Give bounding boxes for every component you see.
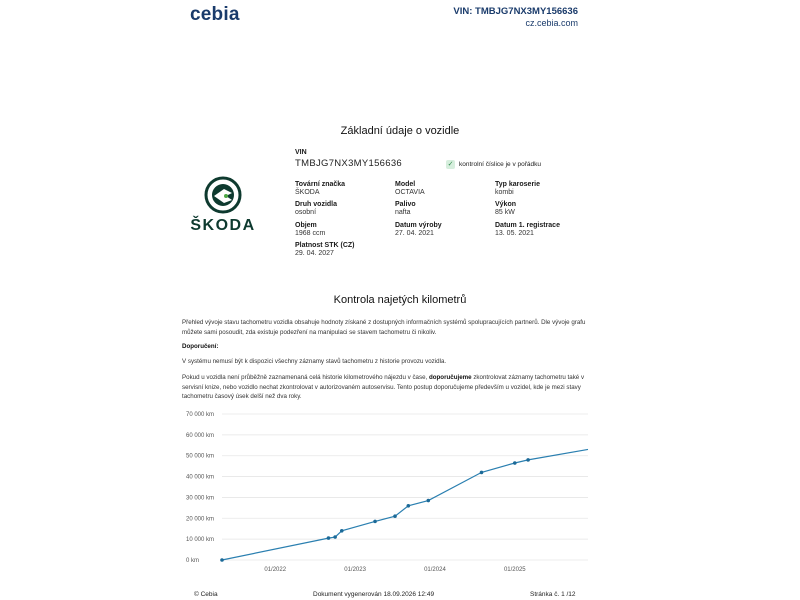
field-label: Platnost STK (CZ) xyxy=(295,242,355,249)
mileage-point xyxy=(340,529,344,533)
mileage-intro-text: Přehled vývoje stavu tachometru vozidla obsahuje hodnoty získané z dostupných informačních systémů spolupracujících partnerů. Dle vývoje grafu můžete sami posoudit, zda existuje podezření na manipulaci se stavem tachometru či nikoliv. xyxy=(182,319,586,336)
field-label: Objem xyxy=(295,222,317,229)
field-value: 85 kW xyxy=(495,209,515,216)
y-tick-label: 0 km xyxy=(186,558,200,564)
y-tick-label: 60 000 km xyxy=(186,432,215,439)
field-value: osobní xyxy=(295,209,317,216)
field-label: Datum výroby xyxy=(395,222,442,229)
y-tick-label: 40 000 km xyxy=(186,474,215,481)
brand-name: ŠKODA xyxy=(190,217,256,234)
field-value: ŠKODA xyxy=(295,189,320,196)
header-site-link[interactable]: cz.cebia.com xyxy=(525,18,578,28)
recommendation-label xyxy=(182,342,592,352)
checkmark-icon: ✓ xyxy=(447,161,454,168)
y-tick-label: 20 000 km xyxy=(186,516,215,523)
field-label: Tovární značka xyxy=(295,181,346,188)
field-value: OCTAVIA xyxy=(395,189,425,196)
vin-check xyxy=(446,160,541,169)
field-power xyxy=(495,201,516,216)
field-value: kombi xyxy=(495,189,514,196)
mileage-line xyxy=(222,449,588,560)
field-body-type xyxy=(495,181,540,196)
header-info xyxy=(453,6,578,28)
x-tick-label: 01/2024 xyxy=(424,567,446,573)
x-tick-label: 01/2025 xyxy=(503,567,526,573)
y-tick-label: 50 000 km xyxy=(186,453,215,460)
field-model xyxy=(395,181,425,196)
field-value: 27. 04. 2021 xyxy=(395,230,434,237)
field-value: 29. 04. 2027 xyxy=(295,250,334,257)
field-vehicle-kind xyxy=(295,201,337,216)
advice-text-emphasis: doporučujeme xyxy=(428,374,472,381)
vehicle-section-title: Základní údaje o vozidle xyxy=(340,125,460,137)
mileage-point xyxy=(373,520,377,524)
field-first-registration xyxy=(495,222,560,237)
x-tick-label: 01/2023 xyxy=(344,567,366,573)
mileage-point xyxy=(526,458,530,462)
cebia-logo: cebia xyxy=(190,4,240,25)
field-label: Druh vozidla xyxy=(295,201,338,208)
field-displacement xyxy=(295,222,325,237)
field-label: Palivo xyxy=(395,201,416,208)
field-label: Výkon xyxy=(495,201,517,208)
y-tick-label: 30 000 km xyxy=(186,495,215,502)
field-label: Datum 1. registrace xyxy=(495,222,560,229)
field-fuel xyxy=(395,201,416,216)
mileage-point xyxy=(220,558,224,562)
mileage-point xyxy=(513,461,517,465)
y-tick-label: 70 000 km xyxy=(186,412,215,418)
footer-page-number: Stránka č. 1 /12 xyxy=(530,591,576,598)
brand-logo xyxy=(180,176,266,235)
mileage-point xyxy=(407,504,411,508)
mileage-chart xyxy=(180,405,592,575)
mileage-advice-text xyxy=(182,373,592,402)
field-make xyxy=(295,181,345,196)
field-value: nafta xyxy=(395,209,411,216)
skoda-emblem-icon xyxy=(204,176,242,214)
footer-generated: Dokument vygenerován 18.09.2026 12:49 xyxy=(313,591,435,598)
recommendation-text: V systému nemusí být k dispozici všechny záznamy stavů tachometru z historie provozu vozidla. xyxy=(182,358,447,365)
mileage-point xyxy=(480,471,484,475)
vin-value: TMBJG7NX3MY156636 xyxy=(295,158,403,169)
advice-text-start: Pokud u vozidla není průběžně zaznamenaná celá historie kilometrového nájezdu v čase, xyxy=(182,374,429,381)
field-value: 13. 05. 2021 xyxy=(495,230,534,237)
field-stk-validity xyxy=(295,242,355,257)
field-production-date xyxy=(395,222,442,237)
mileage-section-title: Kontrola najetých kilometrů xyxy=(333,294,467,306)
field-value: 1968 ccm xyxy=(295,230,326,237)
recommendation-heading: Doporučení: xyxy=(182,343,219,350)
footer-copyright: © Cebia xyxy=(194,591,218,598)
field-label: Typ karoserie xyxy=(495,181,541,188)
vin-check-text: kontrolní číslice je v pořádku xyxy=(459,161,542,168)
header-vin: VIN: TMBJG7NX3MY156636 xyxy=(453,6,578,17)
x-tick-label: 01/2022 xyxy=(264,567,287,573)
mileage-point xyxy=(327,536,331,540)
vin-label: VIN xyxy=(295,149,307,156)
mileage-point xyxy=(426,499,430,503)
y-tick-label: 10 000 km xyxy=(186,537,215,544)
mileage-point xyxy=(333,535,337,539)
mileage-point xyxy=(393,514,397,518)
advice-text-end: zkontrolovat záznamy tachometru také v servisní knize, nebo vozidlo nechat zkontrolovat v autorizovaném autoservisu. Tento postup doporučujeme především u vozidel, kde je mezi stavy tachometru časový úsek delší než dva roky. xyxy=(182,374,585,400)
field-label: Model xyxy=(395,181,416,188)
vin-block xyxy=(295,149,402,169)
